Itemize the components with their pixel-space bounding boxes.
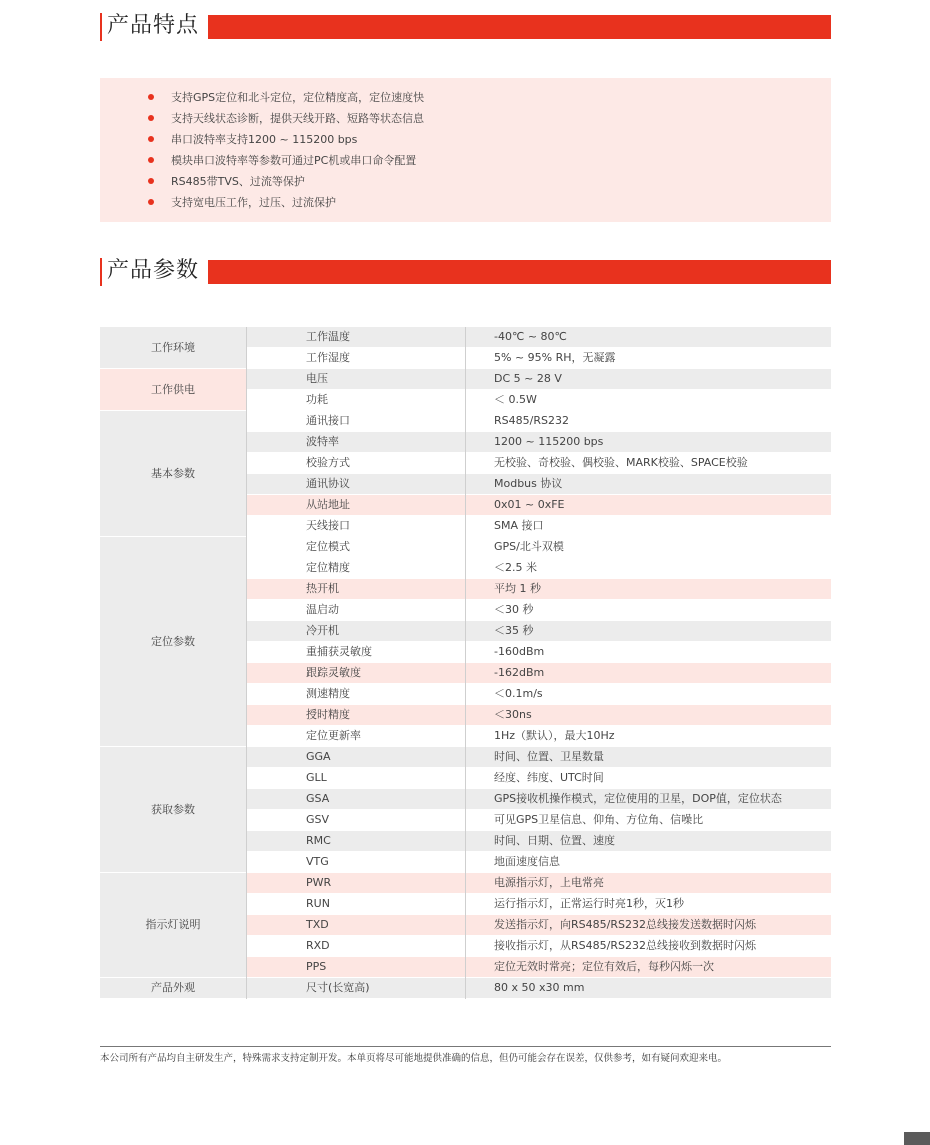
feature-item	[148, 108, 831, 129]
param-name-cell: 工作湿度	[247, 348, 466, 369]
category-cell: 工作环境	[100, 327, 247, 369]
param-value-cell: 平均 1 秒	[466, 579, 832, 600]
param-name-cell: 工作温度	[247, 327, 466, 348]
param-value-cell: RS485/RS232	[466, 411, 832, 432]
category-cell: 指示灯说明	[100, 873, 247, 978]
bullet-dot-icon	[148, 136, 154, 142]
bullet-dot-icon	[148, 199, 154, 205]
features-panel	[100, 78, 831, 222]
param-name-cell: RMC	[247, 831, 466, 852]
header-red-bar	[208, 15, 831, 39]
feature-text: RS485带TVS、过流等保护	[171, 175, 305, 188]
param-name-cell: 通讯接口	[247, 411, 466, 432]
param-value-cell: 0x01 ~ 0xFE	[466, 495, 832, 516]
param-value-cell: Modbus 协议	[466, 474, 832, 495]
corner-block	[904, 1132, 930, 1145]
param-name-cell: 波特率	[247, 432, 466, 453]
section-title: 产品特点	[107, 13, 200, 38]
feature-item	[148, 171, 831, 192]
section-title: 产品参数	[107, 258, 200, 283]
category-cell: 定位参数	[100, 537, 247, 747]
param-name-cell: 定位精度	[247, 558, 466, 579]
param-value-cell: 接收指示灯，从RS485/RS232总线接收到数据时闪烁	[466, 936, 832, 957]
param-value-cell: -40℃ ~ 80℃	[466, 327, 832, 348]
param-value-cell: GPS/北斗双模	[466, 537, 832, 558]
param-value-cell: 无校验、奇校验、偶校验、MARK校验、SPACE校验	[466, 453, 832, 474]
header-accent-line	[100, 258, 102, 286]
param-value-cell: ＜2.5 米	[466, 558, 832, 579]
param-name-cell: 校验方式	[247, 453, 466, 474]
feature-text: 支持宽电压工作，过压、过流保护	[171, 196, 336, 209]
feature-text: 串口波特率支持1200 ~ 115200 bps	[171, 133, 358, 146]
table-row	[100, 873, 831, 894]
param-name-cell: 冷开机	[247, 621, 466, 642]
param-value-cell: GPS接收机操作模式，定位使用的卫星，DOP值，定位状态	[466, 789, 832, 810]
feature-text: 支持GPS定位和北斗定位，定位精度高，定位速度快	[171, 91, 425, 104]
param-name-cell: 授时精度	[247, 705, 466, 726]
param-value-cell: 经度、纬度、UTC时间	[466, 768, 832, 789]
param-value-cell: 定位无效时常亮；定位有效后，每秒闪烁一次	[466, 957, 832, 978]
bullet-dot-icon	[148, 115, 154, 121]
bullet-dot-icon	[148, 94, 154, 100]
param-name-cell: 定位模式	[247, 537, 466, 558]
param-name-cell: 电压	[247, 369, 466, 390]
header-accent-line	[100, 13, 102, 41]
param-value-cell: SMA 接口	[466, 516, 832, 537]
param-name-cell: TXD	[247, 915, 466, 936]
param-name-cell: 测速精度	[247, 684, 466, 705]
param-value-cell: 80 x 50 x30 mm	[466, 978, 832, 999]
param-name-cell: PPS	[247, 957, 466, 978]
table-row	[100, 327, 831, 348]
feature-list	[100, 78, 831, 213]
category-cell: 工作供电	[100, 369, 247, 411]
param-name-cell: GSV	[247, 810, 466, 831]
param-value-cell: 电源指示灯，上电常亮	[466, 873, 832, 894]
param-value-cell: ＜ 0.5W	[466, 390, 832, 411]
param-name-cell: VTG	[247, 852, 466, 873]
param-name-cell: RXD	[247, 936, 466, 957]
param-name-cell: RUN	[247, 894, 466, 915]
feature-text: 模块串口波特率等参数可通过PC机或串口命令配置	[171, 154, 417, 167]
category-cell: 基本参数	[100, 411, 247, 537]
param-value-cell: 时间、日期、位置、速度	[466, 831, 832, 852]
param-value-cell: -162dBm	[466, 663, 832, 684]
footer-divider	[100, 1046, 831, 1047]
param-name-cell: 天线接口	[247, 516, 466, 537]
param-name-cell: 温启动	[247, 600, 466, 621]
section-header-params	[100, 258, 831, 286]
feature-item	[148, 150, 831, 171]
table-row	[100, 537, 831, 558]
param-value-cell: 1Hz（默认），最大10Hz	[466, 726, 832, 747]
param-name-cell: 功耗	[247, 390, 466, 411]
param-value-cell: ＜30ns	[466, 705, 832, 726]
table-row	[100, 978, 831, 999]
bullet-dot-icon	[148, 157, 154, 163]
param-value-cell: DC 5 ~ 28 V	[466, 369, 832, 390]
param-name-cell: PWR	[247, 873, 466, 894]
param-name-cell: 跟踪灵敏度	[247, 663, 466, 684]
param-name-cell: GLL	[247, 768, 466, 789]
header-red-bar	[208, 260, 831, 284]
param-value-cell: ＜35 秒	[466, 621, 832, 642]
param-name-cell: 定位更新率	[247, 726, 466, 747]
param-value-cell: 地面速度信息	[466, 852, 832, 873]
feature-text: 支持天线状态诊断，提供天线开路、短路等状态信息	[171, 112, 424, 125]
param-value-cell: ＜30 秒	[466, 600, 832, 621]
param-name-cell: GSA	[247, 789, 466, 810]
param-value-cell: 发送指示灯，向RS485/RS232总线接发送数据时闪烁	[466, 915, 832, 936]
category-cell: 产品外观	[100, 978, 247, 999]
param-name-cell: 通讯协议	[247, 474, 466, 495]
footer-disclaimer: 本公司所有产品均自主研发生产，特殊需求支持定制开发。本单页将尽可能地提供准确的信息，但仍可能会存在误差，仅供参考，如有疑问欢迎来电。	[100, 1053, 728, 1064]
param-value-cell: 可见GPS卫星信息、仰角、方位角、信噪比	[466, 810, 832, 831]
feature-item	[148, 87, 831, 108]
param-value-cell: 1200 ~ 115200 bps	[466, 432, 832, 453]
param-value-cell: ＜0.1m/s	[466, 684, 832, 705]
param-value-cell: 运行指示灯，正常运行时亮1秒，灭1秒	[466, 894, 832, 915]
param-name-cell: 尺寸(长宽高)	[247, 978, 466, 999]
param-value-cell: 5% ~ 95% RH，无凝露	[466, 348, 832, 369]
category-cell: 获取参数	[100, 747, 247, 873]
param-name-cell: 从站地址	[247, 495, 466, 516]
param-name-cell: GGA	[247, 747, 466, 768]
feature-item	[148, 192, 831, 213]
spec-table	[100, 327, 831, 999]
param-value-cell: 时间、位置、卫星数量	[466, 747, 832, 768]
bullet-dot-icon	[148, 178, 154, 184]
param-name-cell: 热开机	[247, 579, 466, 600]
table-row	[100, 411, 831, 432]
table-row	[100, 747, 831, 768]
feature-item	[148, 129, 831, 150]
param-name-cell: 重捕获灵敏度	[247, 642, 466, 663]
section-header-features	[100, 13, 831, 41]
param-value-cell: -160dBm	[466, 642, 832, 663]
table-row	[100, 369, 831, 390]
